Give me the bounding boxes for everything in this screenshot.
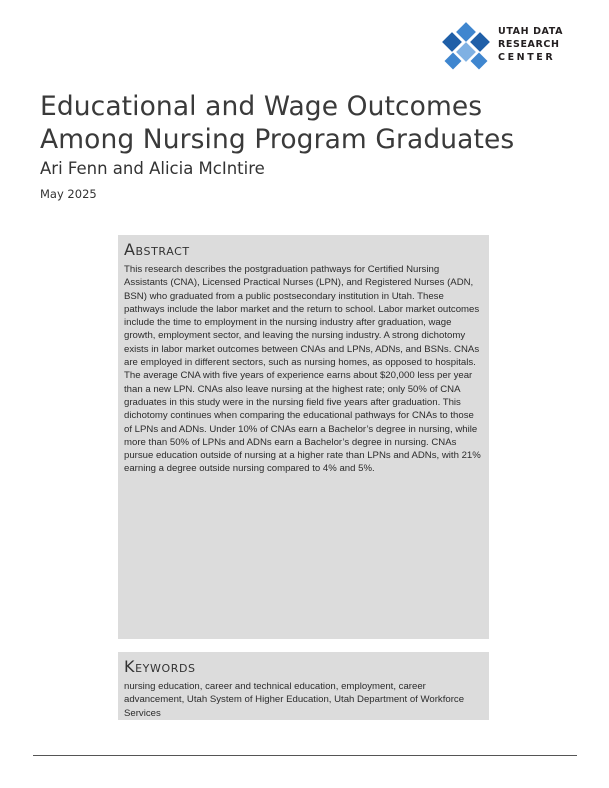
publication-date: May 2025	[40, 187, 97, 201]
keywords-heading: Keywords	[124, 657, 196, 676]
logo-line-1: UTAH DATA	[498, 26, 564, 37]
keywords-section	[118, 652, 489, 720]
authors: Ari Fenn and Alicia McIntire	[40, 159, 265, 178]
footer-divider	[33, 755, 577, 756]
logo-line-2: RESEARCH	[498, 39, 560, 50]
abstract-section	[118, 235, 489, 639]
abstract-text: This research describes the postgraduation pathways for Certified Nursing Assistants (CNA), Licensed Practical Nurses (LPN), and Registered Nurses (ADN, BSN) who graduated from a public postsecondary institution in Utah. These pathways include the labor market and the return to school. Labor market outcomes include the time to employment in the nursing industry after graduation, wage growth, employment sector, and leaving the nursing industry. A strong dichotomy exists in labor market outcomes between CNAs and LPNs, ADNs, and BSNs. CNAs are employed in different sectors, such as nursing homes, as opposed to hospitals. The average CNA with five years of experience earns about $20,000 less per year than a new LPN. CNAs also leave nursing at the highest rate; only 50% of CNA graduates in this study were in the nursing field five years after graduation. This dichotomy continues when comparing the educational pathways for CNAs to those of LPNs and ADNs. Under 10% of CNAs earn a Bachelor’s degree in nursing, while more than 50% of LPNs and ADNs earn a Bachelor’s degree in nursing. CNAs pursue education outside of nursing at a higher rate than LPNs and ADNs, with 21% earning a degree outside nursing compared to 4% and 5%.	[124, 264, 481, 475]
abstract-heading: Abstract	[124, 240, 190, 259]
logo-line-3: CENTER	[498, 52, 556, 63]
paper-title: Educational and Wage Outcomes Among Nursing Program Graduates	[40, 91, 515, 155]
keywords-text: nursing education, career and technical education, employment, career advancement, Utah System of Higher Education, Utah Department of Workforce Services	[124, 681, 465, 719]
stacked-cubes-logo-icon	[442, 21, 496, 71]
utah-data-research-center-logo	[442, 21, 567, 71]
